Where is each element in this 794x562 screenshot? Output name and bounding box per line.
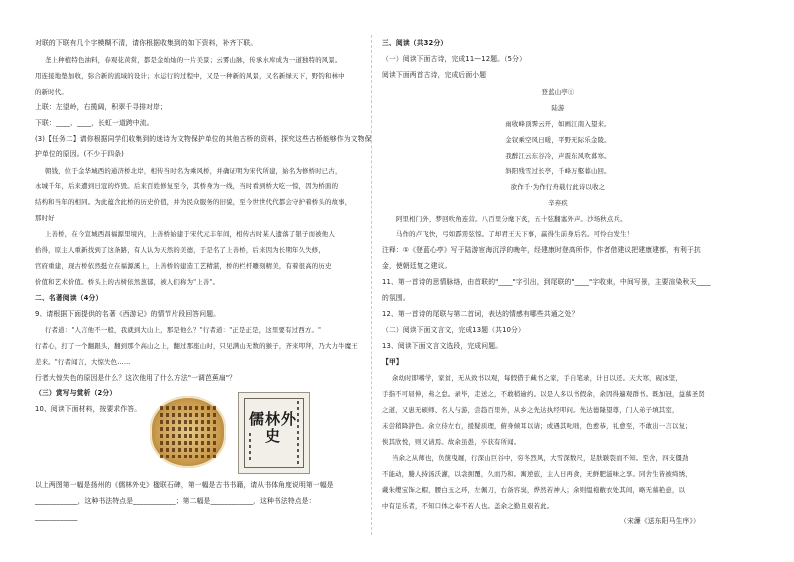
question-10-figures [150,392,310,472]
annotation: 金，使朝廷复之建议。 [382,262,452,270]
task-two-prompt: (3)【任务二】请你根据同学们收集到的迷诗为文物保护单位的其他古桥的资料，探究这些古桥能够作为文物保 [35,135,372,143]
book-cover-title: 儒林外史 [248,410,297,445]
passage-line: 余幼时即嗜学，家贫，无从致书以观，每假借于藏书之家，手自笔录，计日以还。天大寒，砚冰坚， [392,374,682,382]
passage-line: 上善桥，在今宣城西昌福源里境内，上善桥始建于宋代元丰年间，相传古时某人遗落了银子而被他人 [45,230,335,238]
passage-line: 结构和当年的相同。为此蕴含此桥的历史价值，并为民众服务的旧貌，至今世世代代都会守护着桥头的故事， [35,198,352,206]
text-line: 的氛围。 [382,294,410,302]
poem-line: 斜阳残雪过长亭，千峰万壑暮山回。 [505,167,611,175]
lower-couplet-blank: 下联：____、____，长虹一道跨中流。 [35,119,154,127]
question-13: 13、阅读下面文言文选段，完成问题。 [382,342,503,350]
passage-line: 当余之从师也，负箧曳屣，行深山巨谷中，穷冬烈风，大雪深数尺，足肤皲裂而不知。至舍，四支僵劲 [392,454,689,462]
passage-line: 不能动，媵人持汤沃灌，以衾拥覆，久而乃和。寓逆旅，主人日再食，无鲜肥滋味之享。同舍生皆被绮绣， [382,470,692,478]
poem-line: 阿里相门外，梦回吹角连营。八百里分麾下炙，五十弦翻塞外声。沙场秋点兵。 [396,215,627,223]
answer-blank-line: ____________，这种书法特点是____________；第二幅是____________，这种书法特点是： [35,497,316,505]
poem-line: 马作的卢飞快，弓如霹雳弦惊。了却君王天下事，赢得生前身后名。可怜白发生！ [396,230,634,238]
question-9-prompt: 行者大惊失色的原因是什么？这次他用了什么方法"一调芭蕉扇"？ [35,374,237,382]
passage-line: 手指不可屈伸，弗之怠。录毕，走送之，不敢稍逾约。以是人多以书假余，余因得遍观群书。既加冠，益慕圣贤 [382,390,705,398]
section-heading: （三）赏写与赏析（2分） [35,389,117,397]
passage-label: 【甲】 [382,358,403,366]
calligraphy-scroll-image [150,396,226,468]
passage-line: 差来。"行者闻言，大惊失色…… [35,358,131,366]
passage-line: 戴朱缨宝饰之帽，腰白玉之环，左佩刀，右备容臭，烨然若神人；余则缊袍敝衣处其间，略无慕艳意，以 [382,486,686,494]
poem-title: 欲作千·为作行舟载行此诗以收之 [510,183,606,191]
text-line: 对联的下联有几个字模糊不清，请你根据收集到的如下资料，补齐下联。 [35,39,258,47]
poem-line: 我醉江云东谷冷，声震东风吹暮寒。 [505,152,611,160]
section-heading: 三、阅读（共32分） [382,39,448,47]
passage-line: 朝钱，位于金华城西的通济桥北岸，相传当时名为乘风桥，并确证明为宋代所建，始名为修桥时已古， [45,167,342,175]
passage-line: 垄上种植特色油料，春观花黄赏，都是金灿灿的一片美景；云雾山脉，传承水库成为一道独特的风景。 [45,56,342,64]
source-citation: （宋濂《送东阳马生序》） [620,517,700,525]
passage-line: 中有足乐者，不知口体之奉不若人也。盖余之勤且艰若此。 [382,502,554,510]
passage-line: 官府重建，现古桥依然挺立在福源溪上，上善桥的建造工艺精湛，桥的栏杆雕刻精美，有着很高的历史 [35,262,332,270]
poem-line: 雨收峰顶霁云开，如画江南入望来。 [505,120,611,128]
passage-line: 用连接地垫加收，弥合新的流域的设计；水运行的过程中，又是一种新的风景，又名新绿天下，野钓和林中 [35,72,345,80]
upper-couplet: 上联：左望岭，右揽阔，积翠千寻排对岸； [35,103,167,111]
question-9: 9、请根据下面提供的名著《西游记》的情节片段回答问题。 [35,310,221,318]
passage-line: 未尝稍降辞色。余立侍左右，援疑质理，俯身倾耳以请；或遇其叱咄，色愈恭，礼愈至，不敢出一言以复； [382,422,692,430]
passage-line: 之道，又患无硕师、名人与游，尝趋百里外，从乡之先达执经叩问。先达德隆望尊，门人弟子填其室， [382,406,679,414]
text-line: 护单位的原因。(不少于四条) [35,150,124,158]
poem-author: 辛弃疾 [548,199,568,207]
passage-line: 行者心，打了一个翻跟头，翻到那个高山之上，翻过那座山时，只见满山无数的猴子，齐来叩拜，乃大力牛魔王 [35,342,358,350]
passage-line: 的新时代。 [35,88,68,96]
text-line: 阅读下面两首古诗，完成后面小题 [382,71,487,79]
annotation: 注释：①《登蓝心亭》写于陆游宦海沉浮的晚年，经建康时登高所作，作者借建议把建康建都，有利于抗 [382,246,701,254]
question-10: 10、阅读下面材料，按要求作答。 [35,405,142,413]
right-column [382,0,734,562]
section-heading: 二、名著阅读（4分） [35,294,103,302]
subsection-heading: （二）阅读下面文言文，完成13题（共10分） [382,326,525,334]
question-10-prompt: 以上两图第一幅是扬州的《儒林外史》楹联石碑，第一幅是古书书籍，请从书体角度说明第一幅是 [35,481,334,489]
passage-line: 那时好 [35,214,55,222]
answer-blank-line: ____________ [35,513,78,521]
question-12: 12、第一首诗的尾联与第二首词，表达的情感有哪些共通之处？ [382,310,579,318]
column-divider [371,35,373,535]
poem-title: 登蓝山亭① [541,88,575,96]
book-cover-image [238,392,310,474]
question-11: 11、第一首诗的思情脉络，由首联的"____"字引出，到尾联的"____"字收束，中间写景，主要渲染秋天____ [382,278,711,286]
poem-line: 金钗乘空风日暖，平野无际乐金陵。 [505,136,611,144]
poem-author: 陆游 [551,104,565,112]
passage-line: 俟其欣悦，则又请焉。故余虽愚，卒获有所闻。 [382,438,521,446]
passage-line: 行者道："人言他不一般，我就到大山上，那是他么？"行者道："正是正是，这里要有过西方。" [45,326,322,334]
subsection-heading: （一）阅读下面古诗，完成11—12题。（5分） [382,55,527,63]
passage-line: 拾得，原主人重新找到了这条路，有人认为天然的美德，于是名了上善桥，后来因为长期年久失修， [35,246,325,254]
left-column [35,0,372,562]
passage-line: 永城千年，后来遭到日寇的炸毁。后来百姓修复至今，其桥身为一线，当时看到桥大吃一惊，因为桥面的 [35,182,339,190]
passage-line: 价值和艺术价值。桥头上的古树依然葱郁，被人们称为"上善"。 [35,278,220,286]
